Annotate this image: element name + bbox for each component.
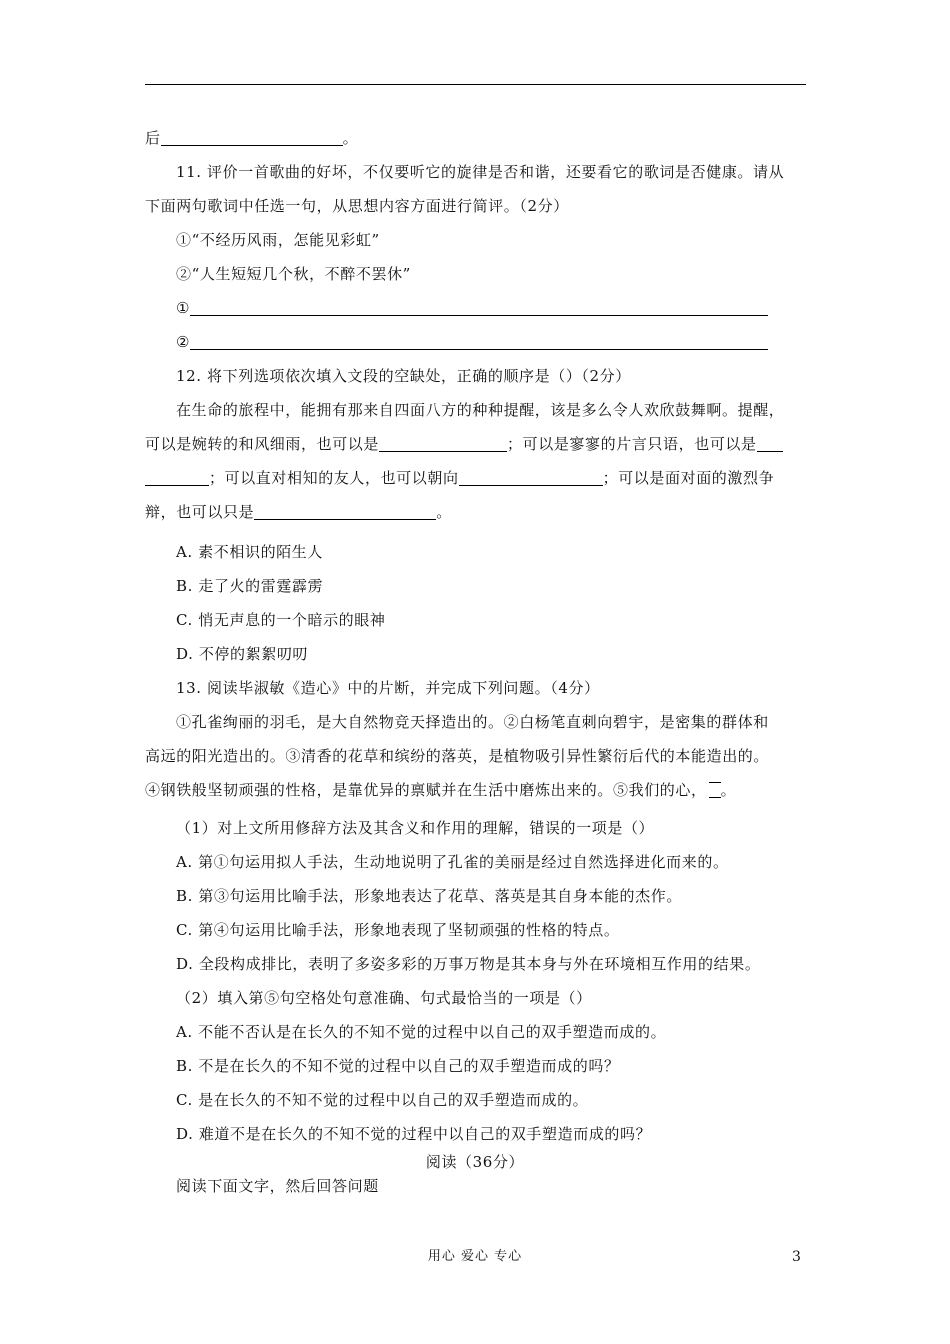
q13-sub-1-c: C. 第④句运用比喻手法，形象地表现了坚韧顽强的性格的特点。 (176, 921, 620, 939)
q13-passage-2: 高远的阳光造出的。③清香的花草和缤纷的落英，是植物吸引异性繁衍后代的本能造出的。 (145, 747, 770, 765)
q11-option-2: ②“人生短短几个秋，不醉不罢休” (176, 265, 411, 283)
q13-passage-1: ①孔雀绚丽的羽毛，是大自然物竞天择造出的。②白杨笔直刺向碧宇，是密集的群体和 (176, 713, 769, 731)
q13-sub-2-d: D. 难道不是在长久的不知不觉的过程中以自己的双手塑造而成的吗？ (176, 1125, 652, 1143)
q12-option-c: C. 悄无声息的一个暗示的眼神 (176, 611, 386, 629)
answer-blank[interactable] (459, 469, 603, 486)
page-number: 3 (792, 1249, 801, 1265)
answer-blank[interactable] (161, 129, 343, 146)
q13-sub-1-d: D. 全段构成排比，表明了多姿多彩的万事万物是其本身与外在环境相互作用的结果。 (176, 955, 761, 973)
answer-blank[interactable] (757, 435, 783, 452)
page-footer: 用心 爱心 专心 (427, 1249, 523, 1264)
q13-sub-2-c: C. 是在长久的不知不觉的过程中以自己的双手塑造而成的。 (176, 1091, 589, 1109)
q11-option-1: ①“不经历风雨，怎能见彩虹” (176, 231, 380, 249)
q12-passage-4: 辩，也可以只是 。 (145, 503, 452, 521)
continuation-line: 后 。 (145, 129, 359, 147)
q13-passage-3: ④钢铁般坚韧顽强的性格，是靠优异的禀赋并在生活中磨炼出来的。⑤我们的心， 。 (145, 781, 737, 799)
reading-section-heading: 阅读（36分） (425, 1153, 525, 1171)
header-rule (145, 84, 806, 85)
q11-answer-1: ① (176, 298, 807, 318)
answer-blank[interactable] (190, 333, 768, 350)
q12-option-b: B. 走了火的雷霆霹雳 (176, 577, 324, 595)
answer-blank[interactable] (379, 435, 507, 452)
q13-sub-2-b: B. 不是在长久的不知不觉的过程中以自己的双手塑造而成的吗？ (176, 1057, 620, 1075)
q12-passage-3: ；可以直对相知的友人，也可以朝向 ；可以是面对面的激烈争 (145, 468, 807, 488)
answer-blank[interactable] (190, 299, 768, 316)
fill-blank-marker[interactable] (709, 782, 721, 798)
answer-blank[interactable] (145, 469, 209, 486)
answer-blank[interactable] (254, 503, 436, 520)
q12-passage-1: 在生命的旅程中，能拥有那来自四面八方的种种提醒，该是多么令人欢欣鼓舞啊。提醒， (176, 401, 785, 419)
q12-option-d: D. 不停的絮絮叨叨 (176, 645, 309, 663)
q11-stem-cont: 下面两句歌词中任选一句，从思想内容方面进行简评。（2分） (145, 197, 569, 215)
q13-sub-2-a: A. 不能不否认是在长久的不知不觉的过程中以自己的双手塑造而成的。 (176, 1023, 667, 1041)
q12-option-a: A. 素不相识的陌生人 (176, 543, 323, 561)
q13-sub-2: （2）填入第⑤句空格处句意准确、句式最恰当的一项是（） (176, 989, 592, 1007)
q13-sub-1-a: A. 第①句运用拟人手法，生动地说明了孔雀的美丽是经过自然选择进化而来的。 (176, 853, 729, 871)
reading-intro: 阅读下面文字，然后回答问题 (176, 1177, 379, 1195)
q11-answer-2: ② (176, 332, 807, 352)
q12-stem: 12. 将下列选项依次填入文段的空缺处，正确的顺序是（）（2分） (176, 367, 631, 385)
q12-passage-2: 可以是婉转的和风细雨，也可以是 ；可以是寥寥的片言只语，也可以是 (145, 434, 807, 454)
q13-stem: 13. 阅读毕淑敏《造心》中的片断，并完成下列问题。（4分） (176, 679, 600, 697)
q11-stem: 11. 评价一首歌曲的好坏，不仅要听它的旋律是否和谐，还要看它的歌词是否健康。请从 (176, 163, 785, 181)
q13-sub-1: （1）对上文所用修辞方法及其含义和作用的理解，错误的一项是（） (176, 819, 655, 837)
q13-sub-1-b: B. 第③句运用比喻手法，形象地表达了花草、落英是其自身本能的杰作。 (176, 887, 682, 905)
